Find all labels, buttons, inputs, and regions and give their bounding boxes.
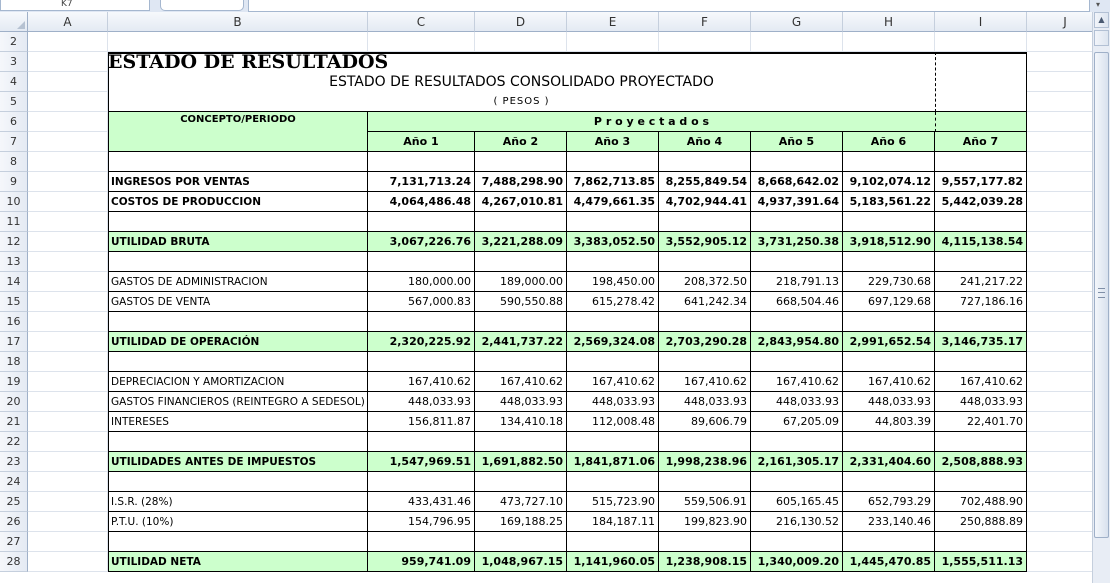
cell-j27[interactable] [1027, 532, 1092, 552]
value-cell[interactable]: 199,823.90 [659, 512, 751, 532]
line-label[interactable]: I.S.R. (28%) [108, 492, 368, 512]
empty-cell[interactable] [475, 532, 567, 552]
row-header-3[interactable]: 3 [0, 52, 28, 72]
row-header-27[interactable]: 27 [0, 532, 28, 552]
empty-cell[interactable] [659, 212, 751, 232]
empty-cell[interactable] [659, 532, 751, 552]
value-cell[interactable]: 233,140.46 [843, 512, 935, 532]
empty-cell[interactable] [659, 432, 751, 452]
row-header-17[interactable]: 17 [0, 332, 28, 352]
value-cell[interactable]: 2,331,404.60 [843, 452, 935, 472]
value-cell[interactable]: 668,504.46 [751, 292, 843, 312]
empty-cell[interactable] [751, 212, 843, 232]
column-header-d[interactable]: D [475, 12, 567, 32]
empty-cell[interactable] [368, 212, 475, 232]
empty-cell[interactable] [567, 352, 659, 372]
cell-j20[interactable] [1027, 392, 1092, 412]
value-cell[interactable]: 4,702,944.41 [659, 192, 751, 212]
cell-row2[interactable] [751, 32, 843, 52]
value-cell[interactable]: 169,188.25 [475, 512, 567, 532]
value-cell[interactable]: 448,033.93 [843, 392, 935, 412]
value-cell[interactable]: 448,033.93 [659, 392, 751, 412]
row-header-16[interactable]: 16 [0, 312, 28, 332]
value-cell[interactable]: 44,803.39 [843, 412, 935, 432]
cell-a19[interactable] [28, 372, 108, 392]
cell-a27[interactable] [28, 532, 108, 552]
empty-cell[interactable] [659, 252, 751, 272]
select-all-icon [17, 21, 25, 29]
column-header-g[interactable]: G [751, 12, 843, 32]
empty-cell[interactable] [368, 532, 475, 552]
line-label[interactable]: UTILIDADES ANTES DE IMPUESTOS [108, 452, 368, 472]
cell-a13[interactable] [28, 252, 108, 272]
cell-j22[interactable] [1027, 432, 1092, 452]
cell-a14[interactable] [28, 272, 108, 292]
cell-j19[interactable] [1027, 372, 1092, 392]
cell-a16[interactable] [28, 312, 108, 332]
value-cell[interactable]: 3,146,735.17 [935, 332, 1027, 352]
cell-j26[interactable] [1027, 512, 1092, 532]
cell-j5[interactable] [1027, 92, 1092, 112]
value-cell[interactable]: 652,793.29 [843, 492, 935, 512]
value-cell[interactable]: 3,383,052.50 [567, 232, 659, 252]
row-header-28[interactable]: 28 [0, 552, 28, 572]
cell-a22[interactable] [28, 432, 108, 452]
row-header-8[interactable]: 8 [0, 152, 28, 172]
chevron-down-icon[interactable]: ▾ [1095, 0, 1100, 9]
row-header-15[interactable]: 15 [0, 292, 28, 312]
value-cell[interactable]: 7,488,298.90 [475, 172, 567, 192]
cell-a9[interactable] [28, 172, 108, 192]
row-header-12[interactable]: 12 [0, 232, 28, 252]
empty-cell[interactable] [843, 212, 935, 232]
value-cell[interactable]: 9,102,074.12 [843, 172, 935, 192]
empty-cell[interactable] [567, 532, 659, 552]
value-cell[interactable]: 9,557,177.82 [935, 172, 1027, 192]
cell-a25[interactable] [28, 492, 108, 512]
value-cell[interactable]: 702,488.90 [935, 492, 1027, 512]
cell-a23[interactable] [28, 452, 108, 472]
empty-cell[interactable] [935, 312, 1027, 332]
year-header: Año 4 [659, 132, 751, 152]
empty-cell[interactable] [843, 312, 935, 332]
row-header-26[interactable]: 26 [0, 512, 28, 532]
value-cell[interactable]: 3,918,512.90 [843, 232, 935, 252]
cell-a12[interactable] [28, 232, 108, 252]
empty-cell[interactable] [843, 352, 935, 372]
value-cell[interactable]: 515,723.90 [567, 492, 659, 512]
value-cell[interactable]: 448,033.93 [751, 392, 843, 412]
row-header-22[interactable]: 22 [0, 432, 28, 452]
empty-label-cell[interactable] [108, 212, 368, 232]
value-cell[interactable]: 2,843,954.80 [751, 332, 843, 352]
value-cell[interactable]: 7,862,713.85 [567, 172, 659, 192]
cell-a11[interactable] [28, 212, 108, 232]
value-cell[interactable]: 5,183,561.22 [843, 192, 935, 212]
empty-label-cell[interactable] [108, 252, 368, 272]
value-cell[interactable]: 4,937,391.64 [751, 192, 843, 212]
cell-j25[interactable] [1027, 492, 1092, 512]
value-cell[interactable]: 567,000.83 [368, 292, 475, 312]
scroll-thumb[interactable] [1094, 52, 1109, 538]
line-label[interactable]: P.T.U. (10%) [108, 512, 368, 532]
cell-j17[interactable] [1027, 332, 1092, 352]
cell-a15[interactable] [28, 292, 108, 312]
value-cell[interactable]: 448,033.93 [475, 392, 567, 412]
report-title: ESTADO DE RESULTADOS [108, 52, 389, 72]
empty-cell[interactable] [475, 252, 567, 272]
line-label[interactable]: UTILIDAD NETA [108, 552, 368, 572]
empty-cell[interactable] [935, 252, 1027, 272]
value-cell[interactable]: 1,998,238.96 [659, 452, 751, 472]
value-cell[interactable]: 22,401.70 [935, 412, 1027, 432]
empty-cell[interactable] [935, 432, 1027, 452]
empty-cell[interactable] [751, 252, 843, 272]
cell-row2[interactable] [659, 32, 751, 52]
empty-label-cell[interactable] [108, 472, 368, 492]
empty-cell[interactable] [843, 472, 935, 492]
year-header: Año 7 [935, 132, 1027, 152]
value-cell[interactable]: 1,445,470.85 [843, 552, 935, 572]
value-cell[interactable]: 229,730.68 [843, 272, 935, 292]
value-cell[interactable]: 112,008.48 [567, 412, 659, 432]
value-cell[interactable]: 241,217.22 [935, 272, 1027, 292]
value-cell[interactable]: 2,161,305.17 [751, 452, 843, 472]
value-cell[interactable]: 4,267,010.81 [475, 192, 567, 212]
row-header-10[interactable]: 10 [0, 192, 28, 212]
year-header: Año 1 [368, 132, 475, 152]
column-header-a[interactable]: A [28, 12, 108, 32]
cell-i3[interactable] [935, 52, 1027, 112]
grip-icon [1098, 288, 1105, 298]
empty-cell[interactable] [935, 212, 1027, 232]
cell-j18[interactable] [1027, 352, 1092, 372]
cell-j10[interactable] [1027, 192, 1092, 212]
empty-cell[interactable] [751, 312, 843, 332]
cell-a4[interactable] [28, 72, 108, 92]
value-cell[interactable]: 189,000.00 [475, 272, 567, 292]
row-header-20[interactable]: 20 [0, 392, 28, 412]
cell-j2[interactable] [1027, 32, 1092, 52]
cell-j3[interactable] [1027, 52, 1092, 72]
cell-j16[interactable] [1027, 312, 1092, 332]
value-cell[interactable]: 605,165.45 [751, 492, 843, 512]
value-cell[interactable]: 89,606.79 [659, 412, 751, 432]
value-cell[interactable]: 134,410.18 [475, 412, 567, 432]
report-currency: ( PESOS ) [493, 96, 550, 107]
value-cell[interactable]: 2,991,652.54 [843, 332, 935, 352]
value-cell[interactable]: 4,479,661.35 [567, 192, 659, 212]
value-cell[interactable]: 167,410.62 [751, 372, 843, 392]
split-box[interactable] [1094, 30, 1109, 46]
cell-a28[interactable] [28, 552, 108, 572]
empty-cell[interactable] [475, 312, 567, 332]
value-cell[interactable]: 2,320,225.92 [368, 332, 475, 352]
empty-cell[interactable] [659, 312, 751, 332]
value-cell[interactable]: 1,841,871.06 [567, 452, 659, 472]
row-header-6[interactable]: 6 [0, 112, 28, 132]
value-cell[interactable]: 3,067,226.76 [368, 232, 475, 252]
empty-cell[interactable] [659, 352, 751, 372]
empty-cell[interactable] [368, 352, 475, 372]
value-cell[interactable]: 4,064,486.48 [368, 192, 475, 212]
value-cell[interactable]: 5,442,039.28 [935, 192, 1027, 212]
cell-j13[interactable] [1027, 252, 1092, 272]
empty-cell[interactable] [475, 432, 567, 452]
empty-cell[interactable] [751, 432, 843, 452]
value-cell[interactable]: 167,410.62 [567, 372, 659, 392]
value-cell[interactable]: 2,569,324.08 [567, 332, 659, 352]
empty-label-cell[interactable] [108, 532, 368, 552]
value-cell[interactable]: 3,221,288.09 [475, 232, 567, 252]
select-all-corner[interactable] [0, 12, 28, 32]
value-cell[interactable]: 1,691,882.50 [475, 452, 567, 472]
cell-i6[interactable] [935, 112, 1027, 132]
cell-a26[interactable] [28, 512, 108, 532]
value-cell[interactable]: 167,410.62 [659, 372, 751, 392]
cell-a17[interactable] [28, 332, 108, 352]
value-cell[interactable]: 167,410.62 [368, 372, 475, 392]
empty-cell[interactable] [368, 312, 475, 332]
empty-cell[interactable] [935, 532, 1027, 552]
empty-cell[interactable] [935, 352, 1027, 372]
empty-cell[interactable] [659, 472, 751, 492]
empty-cell[interactable] [567, 472, 659, 492]
empty-cell[interactable] [475, 472, 567, 492]
cell-a8[interactable] [28, 152, 108, 172]
cell-row2[interactable] [567, 32, 659, 52]
cell-j21[interactable] [1027, 412, 1092, 432]
value-cell[interactable]: 590,550.88 [475, 292, 567, 312]
value-cell[interactable]: 959,741.09 [368, 552, 475, 572]
cell-a5[interactable] [28, 92, 108, 112]
cell-row2[interactable] [935, 32, 1027, 52]
value-cell[interactable]: 4,115,138.54 [935, 232, 1027, 252]
row-header-25[interactable]: 25 [0, 492, 28, 512]
row-header-14[interactable]: 14 [0, 272, 28, 292]
value-cell[interactable]: 180,000.00 [368, 272, 475, 292]
value-cell[interactable]: 433,431.46 [368, 492, 475, 512]
empty-cell[interactable] [567, 252, 659, 272]
cell-j6[interactable] [1027, 112, 1092, 132]
empty-cell[interactable] [368, 252, 475, 272]
line-label[interactable]: GASTOS FINANCIEROS (REINTEGRO A SEDESOL) [108, 392, 368, 412]
value-cell[interactable]: 154,796.95 [368, 512, 475, 532]
value-cell[interactable]: 2,441,737.22 [475, 332, 567, 352]
line-label[interactable]: UTILIDAD DE OPERACIÓN [108, 332, 368, 352]
empty-label-cell[interactable] [108, 152, 368, 172]
value-cell[interactable]: 3,731,250.38 [751, 232, 843, 252]
column-header-f[interactable]: F [659, 12, 751, 32]
cell-a24[interactable] [28, 472, 108, 492]
scroll-up-icon[interactable]: ▲ [1094, 12, 1109, 28]
column-header-c[interactable]: C [368, 12, 475, 32]
cell-row2[interactable] [108, 32, 368, 52]
row-header-13[interactable]: 13 [0, 252, 28, 272]
empty-cell[interactable] [368, 152, 475, 172]
line-label[interactable]: GASTOS DE VENTA [108, 292, 368, 312]
row-header-11[interactable]: 11 [0, 212, 28, 232]
value-cell[interactable]: 208,372.50 [659, 272, 751, 292]
value-cell[interactable]: 448,033.93 [368, 392, 475, 412]
cell-j14[interactable] [1027, 272, 1092, 292]
year-header: Año 3 [567, 132, 659, 152]
empty-cell[interactable] [751, 532, 843, 552]
concept-header: CONCEPTO/PERIODO [108, 112, 368, 152]
empty-label-cell[interactable] [108, 312, 368, 332]
cell-j9[interactable] [1027, 172, 1092, 192]
value-cell[interactable]: 559,506.91 [659, 492, 751, 512]
row-header-4[interactable]: 4 [0, 72, 28, 92]
column-header-i[interactable]: I [935, 12, 1027, 32]
cell-a20[interactable] [28, 392, 108, 412]
report-subtitle: ESTADO DE RESULTADOS CONSOLIDADO PROYECTADO [329, 74, 714, 90]
empty-cell[interactable] [659, 152, 751, 172]
projected-header: P r o y e c t a d o s [368, 112, 935, 132]
value-cell[interactable]: 7,131,713.24 [368, 172, 475, 192]
empty-label-cell[interactable] [108, 432, 368, 452]
column-header-b[interactable]: B [108, 12, 368, 32]
value-cell[interactable]: 1,048,967.15 [475, 552, 567, 572]
empty-label-cell[interactable] [108, 352, 368, 372]
value-cell[interactable]: 448,033.93 [935, 392, 1027, 412]
column-header-e[interactable]: E [567, 12, 659, 32]
value-cell[interactable]: 67,205.09 [751, 412, 843, 432]
year-header: Año 2 [475, 132, 567, 152]
value-cell[interactable]: 448,033.93 [567, 392, 659, 412]
empty-cell[interactable] [475, 152, 567, 172]
cell-a6[interactable] [28, 112, 108, 132]
line-label[interactable]: INTERESES [108, 412, 368, 432]
empty-cell[interactable] [751, 152, 843, 172]
value-cell[interactable]: 216,130.52 [751, 512, 843, 532]
empty-cell[interactable] [475, 352, 567, 372]
value-cell[interactable]: 198,450.00 [567, 272, 659, 292]
cell-a21[interactable] [28, 412, 108, 432]
value-cell[interactable]: 167,410.62 [843, 372, 935, 392]
cell-j7[interactable] [1027, 132, 1092, 152]
cell-j15[interactable] [1027, 292, 1092, 312]
formula-input[interactable] [248, 0, 1090, 12]
spreadsheet-grid[interactable] [0, 12, 1092, 583]
value-cell[interactable]: 1,238,908.15 [659, 552, 751, 572]
empty-cell[interactable] [843, 152, 935, 172]
row-header-7[interactable]: 7 [0, 132, 28, 152]
line-label[interactable]: COSTOS DE PRODUCCION [108, 192, 368, 212]
empty-cell[interactable] [843, 532, 935, 552]
value-cell[interactable]: 1,555,511.13 [935, 552, 1027, 572]
formula-buttons[interactable] [160, 0, 244, 11]
row-header-2[interactable]: 2 [0, 32, 28, 52]
value-cell[interactable]: 8,668,642.02 [751, 172, 843, 192]
value-cell[interactable]: 2,508,888.93 [935, 452, 1027, 472]
cell-a2[interactable] [28, 32, 108, 52]
value-cell[interactable]: 156,811.87 [368, 412, 475, 432]
empty-cell[interactable] [475, 212, 567, 232]
value-cell[interactable]: 167,410.62 [475, 372, 567, 392]
line-label[interactable]: GASTOS DE ADMINISTRACION [108, 272, 368, 292]
value-cell[interactable]: 184,187.11 [567, 512, 659, 532]
empty-cell[interactable] [935, 472, 1027, 492]
empty-cell[interactable] [751, 472, 843, 492]
row-header-21[interactable]: 21 [0, 412, 28, 432]
cell-a7[interactable] [28, 132, 108, 152]
empty-cell[interactable] [567, 212, 659, 232]
value-cell[interactable]: 8,255,849.54 [659, 172, 751, 192]
value-cell[interactable]: 1,340,009.20 [751, 552, 843, 572]
line-label[interactable]: INGRESOS POR VENTAS [108, 172, 368, 192]
empty-cell[interactable] [567, 312, 659, 332]
value-cell[interactable]: 250,888.89 [935, 512, 1027, 532]
value-cell[interactable]: 615,278.42 [567, 292, 659, 312]
cell-j8[interactable] [1027, 152, 1092, 172]
column-header-h[interactable]: H [843, 12, 935, 32]
line-label[interactable]: DEPRECIACION Y AMORTIZACION [108, 372, 368, 392]
year-header: Año 5 [751, 132, 843, 152]
column-header-j[interactable]: J [1027, 12, 1092, 32]
cell-a3[interactable] [28, 52, 108, 72]
value-cell[interactable]: 2,703,290.28 [659, 332, 751, 352]
cell-row2[interactable] [843, 32, 935, 52]
row-header-5[interactable]: 5 [0, 92, 28, 112]
cell-j12[interactable] [1027, 232, 1092, 252]
empty-cell[interactable] [751, 352, 843, 372]
cell-row2[interactable] [475, 32, 567, 52]
empty-cell[interactable] [368, 432, 475, 452]
name-box[interactable]: K7 [0, 0, 150, 11]
empty-cell[interactable] [935, 152, 1027, 172]
value-cell[interactable]: 727,186.16 [935, 292, 1027, 312]
value-cell[interactable]: 1,141,960.05 [567, 552, 659, 572]
cell-j24[interactable] [1027, 472, 1092, 492]
cell-a10[interactable] [28, 192, 108, 212]
cell-a18[interactable] [28, 352, 108, 372]
cell-j28[interactable] [1027, 552, 1092, 572]
value-cell[interactable]: 218,791.13 [751, 272, 843, 292]
vertical-scrollbar[interactable] [1092, 12, 1110, 583]
cell-j23[interactable] [1027, 452, 1092, 472]
year-header: Año 6 [843, 132, 935, 152]
row-header-23[interactable]: 23 [0, 452, 28, 472]
value-cell[interactable]: 167,410.62 [935, 372, 1027, 392]
cell-j4[interactable] [1027, 72, 1092, 92]
empty-cell[interactable] [843, 252, 935, 272]
value-cell[interactable]: 697,129.68 [843, 292, 935, 312]
value-cell[interactable]: 3,552,905.12 [659, 232, 751, 252]
cell-row2[interactable] [368, 32, 475, 52]
line-label[interactable]: UTILIDAD BRUTA [108, 232, 368, 252]
empty-cell[interactable] [567, 152, 659, 172]
empty-cell[interactable] [567, 432, 659, 452]
value-cell[interactable]: 1,547,969.51 [368, 452, 475, 472]
cell-j11[interactable] [1027, 212, 1092, 232]
row-header-9[interactable]: 9 [0, 172, 28, 192]
value-cell[interactable]: 473,727.10 [475, 492, 567, 512]
empty-cell[interactable] [843, 432, 935, 452]
empty-cell[interactable] [368, 472, 475, 492]
value-cell[interactable]: 641,242.34 [659, 292, 751, 312]
row-header-24[interactable]: 24 [0, 472, 28, 492]
row-header-19[interactable]: 19 [0, 372, 28, 392]
row-header-18[interactable]: 18 [0, 352, 28, 372]
